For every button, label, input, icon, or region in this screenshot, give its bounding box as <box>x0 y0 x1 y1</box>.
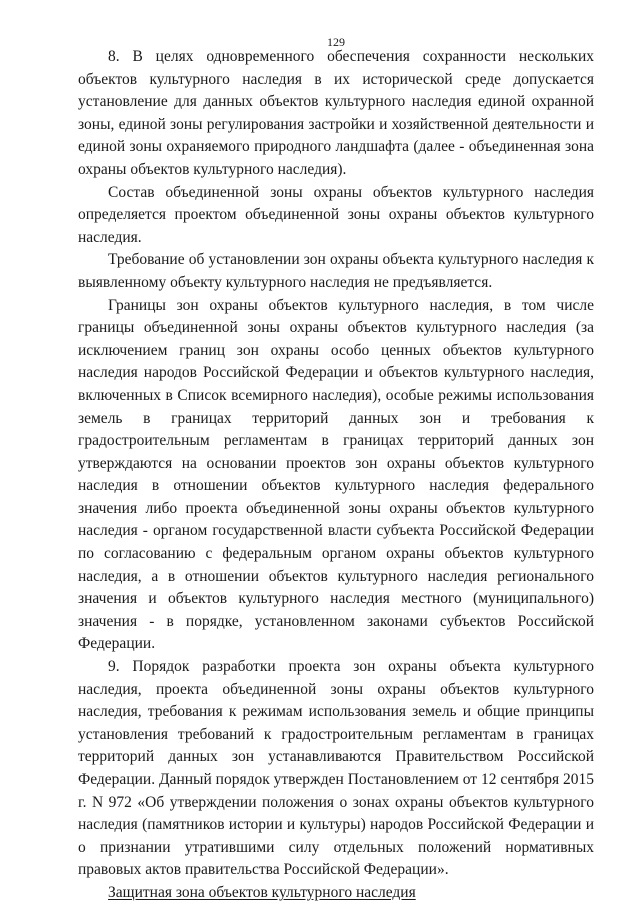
page-number: 129 <box>327 35 345 49</box>
paragraph-8: 8. В целях одновременного обеспечения сохранности нескольких объектов культурного наследия в их исторической среде допускается установление для данных объектов культурного наследия единой охранной зоны, единой зоны регулирования застройки и хозяйственной деятельности и единой зоны охраняемого природного ландшафта (далее - объединенная зона охраны объектов культурного наследия). <box>78 48 594 178</box>
paragraph-composition: Состав объединенной зоны охраны объектов культурного наследия определяется проектом объединенной зоны охраны объектов культурного наследия. <box>78 183 594 246</box>
paragraph-9: 9. Порядок разработки проекта зон охраны объекта культурного наследия, проекта объединенной зоны охраны объектов культурного наследия, требования к режимам использования земель и общие принципы установления требований к градостроительным регламентам в границах территорий данных зон устанавливаются Правительством Российской Федерации. Данный порядок утвержден Постановлением от 12 сентября 2015 г. N 972 «Об утверждении положения о зонах охраны объектов культурного наследия (памятников истории и культуры) народов Российской Федерации и о признании утратившими силу отдельных положений нормативных правовых актов правительства Российской Федерации». <box>78 658 594 879</box>
document-body <box>78 46 594 905</box>
section-heading: Защитная зона объектов культурного наследия <box>108 883 416 901</box>
paragraph-boundaries: Границы зон охраны объектов культурного наследия, в том числе границы объединенной зоны охраны объектов культурного наследия (за исключением границ зон охраны особо ценных объектов культурного наследия народов Российской Федерации и объектов культурного наследия, включенных в Список всемирного наследия), особые режимы использования земель в границах территорий данных зон и требования к градостроительным регламентам в границах территорий данных зон утверждаются на основании проектов зон охраны объектов культурного наследия в отношении объектов культурного наследия федерального значения либо проекта объединенной зоны охраны объектов культурного наследия - органом государственной власти субъекта Российской Федерации по согласованию с федеральным органом охраны объектов культурного наследия, а в отношении объектов культурного наследия регионального значения и объектов культурного наследия местного (муниципального) значения - в порядке, установленном законами субъектов Российской Федерации. <box>78 296 594 653</box>
paragraph-requirement: Требование об установлении зон охраны объекта культурного наследия к выявленному объекту культурного наследия не предъявляется. <box>78 251 594 291</box>
